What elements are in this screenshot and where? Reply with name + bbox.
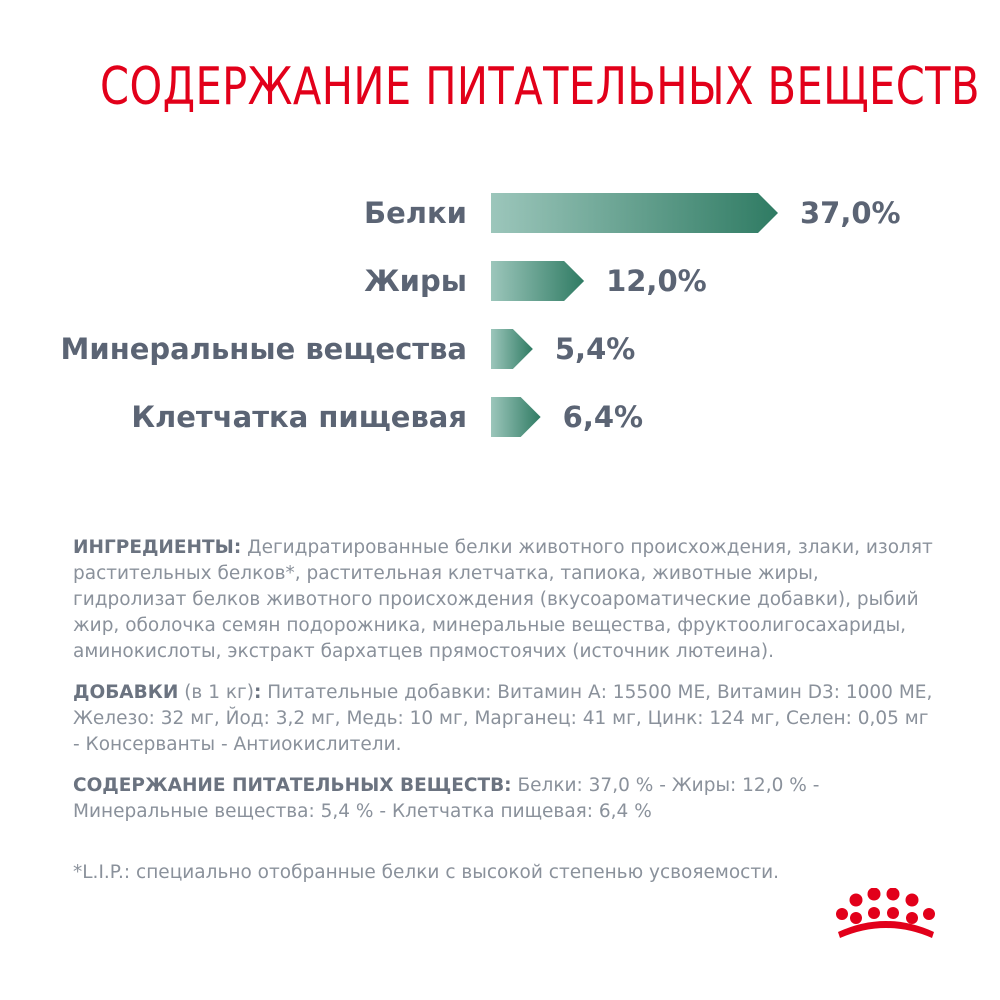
category-label-0: Белки bbox=[363, 196, 467, 230]
additives-label: ДОБАВКИ bbox=[73, 682, 179, 703]
bar-1 bbox=[491, 261, 584, 301]
royal-canin-crown-icon bbox=[832, 888, 940, 948]
category-label-1: Жиры bbox=[364, 264, 467, 298]
ingredients-paragraph bbox=[73, 535, 933, 665]
ingredients-label: ИНГРЕДИЕНТЫ: bbox=[73, 537, 242, 558]
nutrients-text: Белки: 37,0 % - Жиры: 12,0 % - Минеральные вещества: 5,4 % - Клетчатка пищевая: 6,4 % bbox=[73, 775, 820, 822]
nutrients-label: СОДЕРЖАНИЕ ПИТАТЕЛЬНЫХ ВЕЩЕСТВ: bbox=[73, 775, 512, 796]
ingredients-text: Дегидратированные белки животного происхождения, злаки, изолят растительных белков*, растительная клетчатка, тапиока, животные жиры, гидролизат белков животного происхождения (вкусоароматические добавки), рыбий жир, оболочка семян подорожника, минеральные вещества, фруктоолигосахариды, аминокислоты, экстракт бархатцев прямостоячих (источник лютеина). bbox=[73, 537, 933, 662]
bar-3 bbox=[491, 397, 541, 437]
value-label-3: 6,4% bbox=[562, 400, 644, 434]
page-title: СОДЕРЖАНИЕ ПИТАТЕЛЬНЫХ ВЕЩЕСТВ bbox=[100, 57, 980, 117]
bar-0 bbox=[491, 193, 778, 233]
additives-paragraph bbox=[73, 680, 933, 758]
category-label-2: Минеральные вещества bbox=[60, 332, 467, 366]
value-label-1: 12,0% bbox=[606, 264, 707, 298]
category-label-3: Клетчатка пищевая bbox=[131, 400, 467, 434]
nutrients-paragraph bbox=[73, 773, 933, 825]
value-label-0: 37,0% bbox=[800, 196, 901, 230]
additives-text: Питательные добавки: Витамин А: 15500 МЕ, Витамин D3: 1000 МЕ, Железо: 32 мг, Йод: 3,2 мг, Медь: 10 мг, Марганец: 41 мг, Цинк: 124 мг, Селен: 0,05 мг - Консерванты - Антиокислители. bbox=[73, 682, 933, 755]
bar-2 bbox=[491, 329, 533, 369]
value-label-2: 5,4% bbox=[554, 332, 636, 366]
nutrient-bar-chart bbox=[0, 0, 1000, 480]
additives-colon: : bbox=[253, 682, 262, 703]
footnote: *L.I.P.: специально отобранные белки с высокой степенью усвояемости. bbox=[73, 862, 780, 883]
additives-qualifier: (в 1 кг) bbox=[184, 682, 254, 703]
